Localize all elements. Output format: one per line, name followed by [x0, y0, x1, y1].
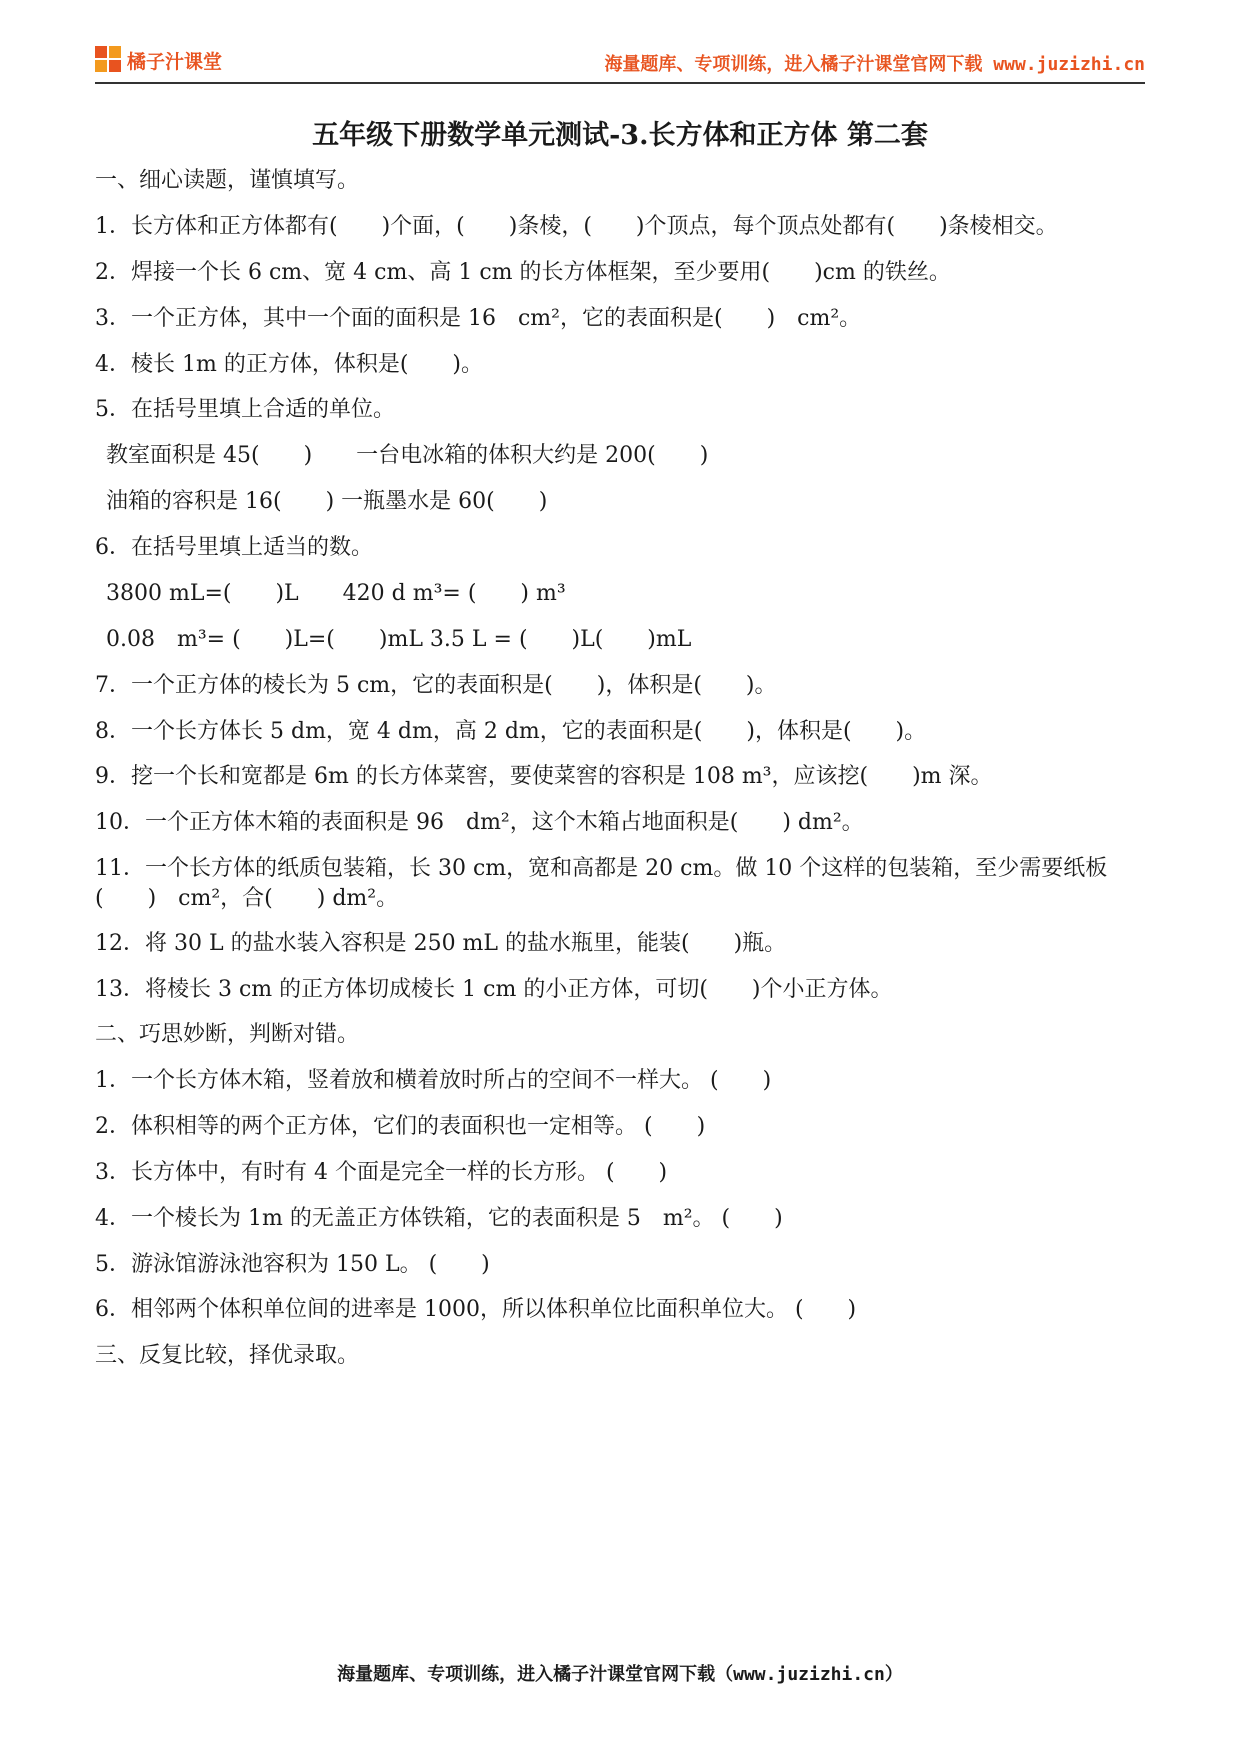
question-item: 11．一个长方体的纸质包装箱，长 30 cm，宽和高都是 20 cm。做 10 个这样的包装箱，至少需要纸板( ) cm²，合( ) dm²。 [95, 856, 1108, 911]
question-item: 13．将棱长 3 cm 的正方体切成棱长 1 cm 的小正方体，可切( )个小正方体。 [95, 977, 893, 1002]
judge-item: 3．长方体中，有时有 4 个面是完全一样的长方形。 ( ) [95, 1160, 668, 1185]
question-item: 1．长方体和正方体都有( )个面，( )条棱，( )个顶点，每个顶点处都有( )条棱相交。 [95, 214, 1058, 239]
section-heading-fill: 一、细心读题，谨慎填写。 [95, 168, 360, 193]
page-header [95, 40, 1145, 84]
question-item: 6．在括号里填上适当的数。 [95, 535, 373, 560]
judge-item: 5．游泳馆游泳池容积为 150 L。 ( ) [95, 1252, 490, 1277]
question-item: 7．一个正方体的棱长为 5 cm，它的表面积是( )，体积是( )。 [95, 673, 777, 698]
question-subitem: 3800 mL=( )L 420 d m³= ( ) m³ [106, 581, 566, 606]
question-subitem: 教室面积是 45( ) 一台电冰箱的体积大约是 200( ) [106, 443, 709, 468]
judge-item: 2．体积相等的两个正方体，它们的表面积也一定相等。 ( ) [95, 1114, 706, 1139]
question-item: 12．将 30 L 的盐水装入容积是 250 mL 的盐水瓶里，能装( )瓶。 [95, 931, 787, 956]
page-footer: 海量题库、专项训练，进入橘子汁课堂官网下载（www.juzizhi.cn） [337, 1664, 903, 1685]
section-heading-choice: 三、反复比较，择优录取。 [95, 1343, 360, 1368]
question-subitem: 0.08 m³= ( )L=( )mL 3.5 L = ( )L( )mL [106, 627, 692, 652]
header-slogan: 海量题库、专项训练，进入橘子汁课堂官网下载 www.juzizhi.cn [604, 54, 1145, 75]
judge-item: 4．一个棱长为 1m 的无盖正方体铁箱，它的表面积是 5 m²。 ( ) [95, 1206, 783, 1231]
page-title: 五年级下册数学单元测试-3.长方体和正方体 第二套 [312, 120, 928, 151]
logo-icon [95, 46, 123, 74]
brand-logo [95, 46, 222, 74]
judge-item: 1．一个长方体木箱，竖着放和横着放时所占的空间不一样大。 ( ) [95, 1068, 772, 1093]
question-item: 4．棱长 1m 的正方体，体积是( )。 [95, 352, 484, 377]
question-subitem: 油箱的容积是 16( ) 一瓶墨水是 60( ) [106, 489, 548, 514]
question-item: 5．在括号里填上合适的单位。 [95, 397, 395, 422]
section-heading-judge: 二、巧思妙断，判断对错。 [95, 1022, 360, 1047]
question-item: 2．焊接一个长 6 cm、宽 4 cm、高 1 cm 的长方体框架，至少要用( )cm 的铁丝。 [95, 260, 951, 285]
logo-text: 橘子汁课堂 [127, 50, 223, 73]
question-item: 8．一个长方体长 5 dm，宽 4 dm，高 2 dm，它的表面积是( )，体积是( )。 [95, 719, 927, 744]
question-item: 3．一个正方体，其中一个面的面积是 16 cm²，它的表面积是( ) cm²。 [95, 306, 862, 331]
question-item: 9．挖一个长和宽都是 6m 的长方体菜窖，要使菜窖的容积是 108 m³，应该挖( )m 深。 [95, 764, 993, 789]
question-item: 10．一个正方体木箱的表面积是 96 dm²，这个木箱占地面积是( ) dm²。 [95, 810, 864, 835]
judge-item: 6．相邻两个体积单位间的进率是 1000，所以体积单位比面积单位大。 ( ) [95, 1297, 857, 1322]
